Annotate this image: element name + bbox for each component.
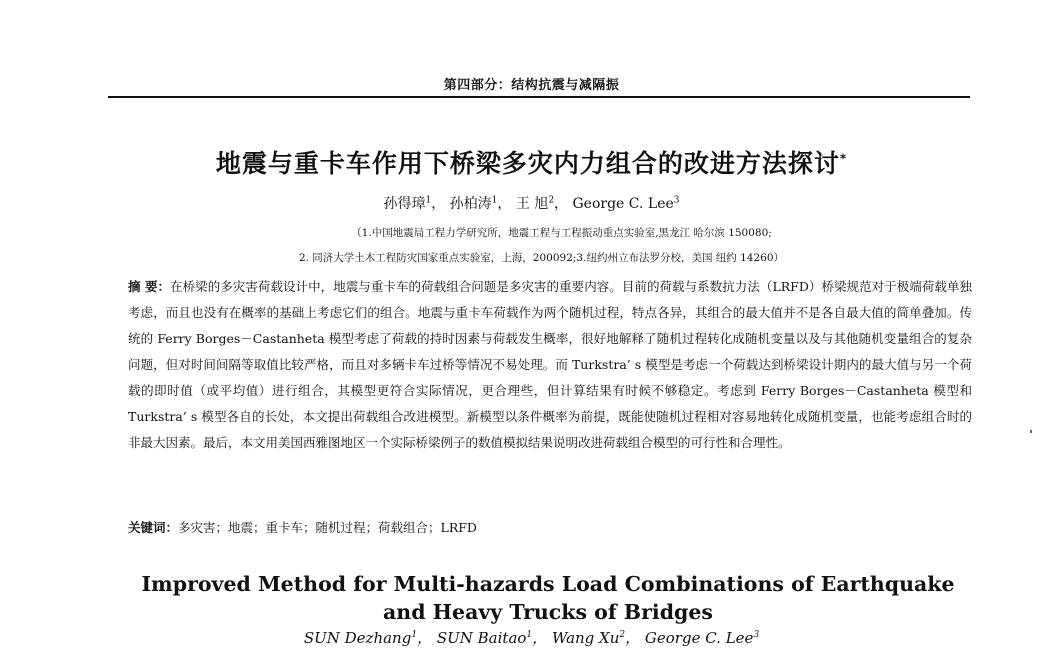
affiliation-line-2: 2. 同济大学土木工程防灾国家重点实验室，上海，200092;3.纽约州立布法罗分校，美国 纽约 14260） bbox=[298, 252, 785, 264]
author-en: SUN Baitao bbox=[436, 629, 527, 647]
author-en: SUN Dezhang bbox=[303, 629, 412, 647]
chinese-title-text: 地震与重卡车作用下桥梁多灾内力组合的改进方法探讨 bbox=[215, 149, 840, 178]
chinese-title bbox=[0, 144, 1063, 180]
author-separator: ， bbox=[554, 196, 569, 212]
author-cn-affiliation: 1 bbox=[491, 195, 498, 206]
author-separator: ， bbox=[431, 196, 446, 212]
author-separator: ， bbox=[497, 196, 512, 212]
author-cn: 王 旭 bbox=[515, 196, 549, 212]
author-en: Wang Xu bbox=[551, 629, 620, 647]
author-cn-affiliation: 1 bbox=[425, 195, 432, 206]
keywords-text: 多灾害；地震；重卡车；随机过程；荷载组合；LRFD bbox=[178, 520, 477, 535]
affiliation-line-1: （1.中国地震局工程力学研究所，地震工程与工程振动重点实验室,黑龙江 哈尔滨 150080; bbox=[351, 227, 772, 239]
author-cn: 孙得璋 bbox=[383, 196, 426, 212]
author-separator: ， bbox=[417, 629, 433, 647]
author-en-affiliation: 1 bbox=[526, 630, 533, 640]
author-separator: ， bbox=[625, 629, 641, 647]
chinese-authors bbox=[0, 193, 1063, 213]
author-en-affiliation: 1 bbox=[411, 630, 418, 640]
author-en-affiliation: 2 bbox=[619, 630, 626, 640]
keywords-label: 关键词： bbox=[128, 520, 179, 535]
abstract-label: 摘 要： bbox=[128, 279, 171, 294]
author-cn: George C. Lee bbox=[572, 196, 674, 212]
keywords bbox=[128, 518, 972, 536]
title-footnote-mark: * bbox=[839, 151, 848, 166]
abstract-text: 在桥梁的多灾害荷载设计中，地震与重卡车的荷载组合问题是多灾害的重要内容。目前的荷载与系数抗力法（LRFD）桥梁规范对于极端荷载单独考虑，而且也没有在概率的基础上考虑它们的组合。地震与重卡车荷载作为两个随机过程，特点各异，其组合的最大值并不是各自最大值的简单叠加。传统的 Ferry Borges－Castanheta 模型考虑了荷载的持时因素与荷载发生概率，很好地解释了随机过程转化成随机变量以及与其他随机变量组合的复杂问题，但对时间间隔等取值比较严格，而且对多辆卡车过桥等情况不易处理。而 Turkstra’ s 模型是考虑一个荷载达到桥梁设计期内的最大值与另一个荷载的即时值（或平均值）进行组合，其模型更符合实际情况，更合理些，但计算结果有时候不够稳定。考虑到 Ferry Borges－Castanheta 模型和 Turkstra’ s 模型各自的长处，本文提出荷载组合改进模型。新模型以条件概率为前提，既能使随机过程相对容易地转化成随机变量，也能考虑组合时的非最大因素。最后，本文用美国西雅图地区一个实际桥梁例子的数值模拟结果说明改进荷载组合模型的可行性和合理性。 bbox=[128, 279, 972, 450]
author-en-affiliation: 3 bbox=[753, 630, 760, 640]
author-cn-affiliation: 3 bbox=[673, 195, 680, 206]
english-title: Improved Method for Multi-hazards Load Combinations of Earthquake and Heavy Trucks of Bridges bbox=[141, 572, 955, 624]
author-cn-affiliation: 2 bbox=[548, 195, 555, 206]
author-cn: 孙柏涛 bbox=[449, 196, 492, 212]
running-head: 第四部分：结构抗震与减隔振 bbox=[443, 78, 620, 93]
scan-margin-mark bbox=[1030, 430, 1032, 433]
abstract bbox=[128, 274, 972, 456]
author-en: George C. Lee bbox=[644, 629, 754, 647]
header-rule bbox=[108, 96, 970, 98]
author-separator: ， bbox=[532, 629, 548, 647]
